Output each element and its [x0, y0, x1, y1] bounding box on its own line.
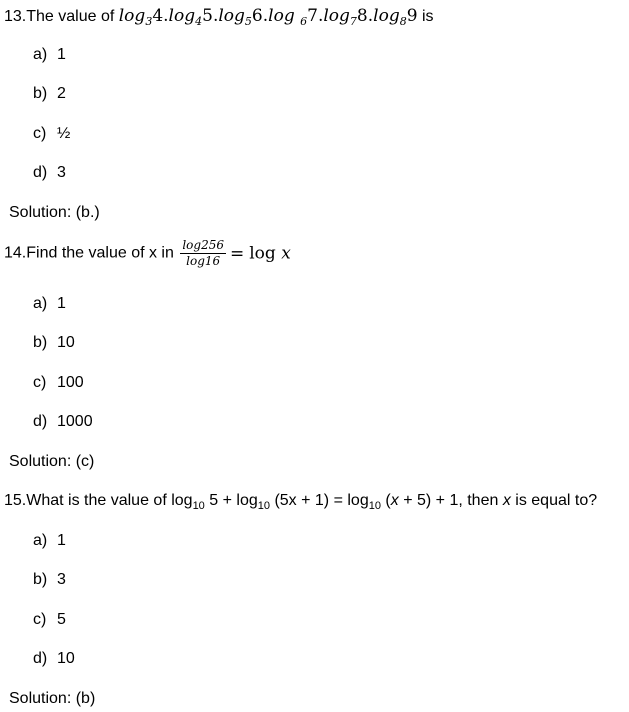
- question-13-expression: $\log_34.\log_45.\log_56.\log$ $_67.\log_78.\log_89$: [118, 6, 418, 28]
- question-13-prefix: 13.The value of: [4, 8, 119, 25]
- fraction-numerator: log256: [182, 238, 224, 252]
- solution-14: Solution: (c): [9, 453, 95, 470]
- question-14-rhs: log x: [249, 243, 291, 264]
- question-14-prefix: 14.Find the value of x in: [4, 244, 179, 262]
- option-15d: d) 10: [33, 650, 75, 667]
- solution-15: Solution: (b): [9, 690, 96, 707]
- option-13c: c) ½: [33, 125, 71, 142]
- fraction-denominator: log16: [186, 254, 221, 268]
- option-14d: d) 1000: [33, 413, 93, 430]
- option-15a: a) 1: [33, 532, 66, 549]
- option-15c: c) 5: [33, 611, 66, 628]
- option-13a: a) 1: [33, 46, 66, 63]
- option-15b: b) 3: [33, 571, 66, 588]
- question-13-suffix: is: [417, 8, 434, 25]
- question-14-fraction: [180, 238, 226, 269]
- question-14: [4, 238, 291, 269]
- option-14a: a) 1: [33, 295, 66, 312]
- option-13b: b) 2: [33, 85, 66, 102]
- option-13d: d) 3: [33, 164, 66, 181]
- option-14b: b) 10: [33, 334, 75, 351]
- question-14-equals: =: [229, 243, 245, 264]
- question-15: 15.What is the value of $\log_{10} 5 + \log_{10} (5x + 1) = \log_{10} (x + 5) + 1$, then x is equal to?: [4, 492, 598, 512]
- question-13: [4, 6, 434, 26]
- solution-13: Solution: (b.): [9, 204, 100, 221]
- option-14c: c) 100: [33, 374, 84, 391]
